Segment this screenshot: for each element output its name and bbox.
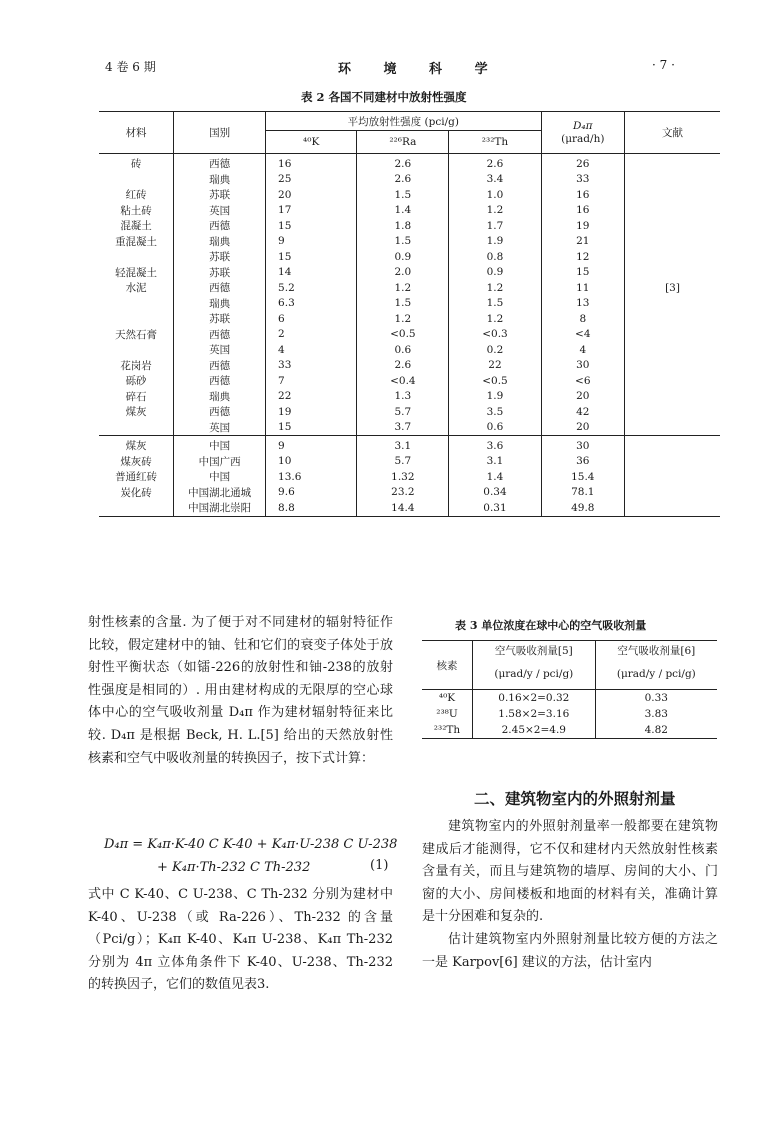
table2-caption: 表 2 各国不同建材中放射性强度 bbox=[301, 90, 467, 104]
table2-cell-m bbox=[99, 296, 174, 312]
table3-caption: 表 3 单位浓度在球中心的空气吸收剂量 bbox=[455, 619, 647, 632]
table2-cell-d: 16 bbox=[541, 187, 624, 203]
table2-cell-ra: 14.4 bbox=[357, 500, 449, 516]
table2-cell-k: 5.2 bbox=[266, 280, 357, 296]
table2-row bbox=[99, 218, 720, 234]
table2-cell-k: 13.6 bbox=[266, 469, 357, 485]
table2-cell-m: 粘土砖 bbox=[120, 204, 152, 217]
table2-row bbox=[99, 172, 720, 188]
table2-cell-th: 0.34 bbox=[449, 485, 541, 501]
table2-cell-th: 1.2 bbox=[449, 280, 541, 296]
table2-cell-c: 瑞典 bbox=[174, 172, 266, 188]
table2-cell-th: 1.4 bbox=[449, 469, 541, 485]
table2-cell-ref bbox=[625, 389, 720, 405]
table2-cell-ref bbox=[625, 342, 720, 358]
table2-cell-ra: 23.2 bbox=[357, 485, 449, 501]
table2-cell-m: 混凝土 bbox=[120, 220, 152, 233]
right-paragraph-1: 建筑物室内的外照射剂量率一般都要在建筑物建成后才能测得，它不仅和建材内天然放射性核素含量有关，而且与建筑物的墙厚、房间的大小、门窗的大小、房间楼板和地面的材料有关，准确计算是十分困难和复杂的. bbox=[422, 819, 718, 925]
table2-cell-th: <0.5 bbox=[449, 373, 541, 389]
table2-cell-ref bbox=[625, 420, 720, 436]
table2-cell-k: 25 bbox=[266, 172, 357, 188]
table2-row bbox=[99, 187, 720, 203]
table2-row bbox=[99, 203, 720, 219]
table2-cell-th: 0.8 bbox=[449, 249, 541, 265]
table2-cell-ref bbox=[625, 218, 720, 234]
table2-cell-m: 普通红砖 bbox=[115, 471, 158, 484]
table2-cell-k: 15 bbox=[266, 218, 357, 234]
table2-cell-ra: 2.6 bbox=[357, 358, 449, 374]
table2-cell-ref bbox=[625, 404, 720, 420]
table2-cell-d: 16 bbox=[541, 203, 624, 219]
table2-cell-th: <0.3 bbox=[449, 327, 541, 343]
table2-cell-k: 9.6 bbox=[266, 485, 357, 501]
table2-cell-m bbox=[99, 172, 174, 188]
right-paragraph-2: 估计建筑物室内外照射剂量比较方便的方法之一是 Karpov[6] 建议的方法，估计室内 bbox=[422, 932, 718, 970]
table2-cell-k: 17 bbox=[266, 203, 357, 219]
table2-cell-ref bbox=[625, 327, 720, 343]
col-avg: 平均放射性强度 (pci/g) bbox=[266, 112, 542, 131]
t3-unit-a: (μrad/y / pci/g) bbox=[473, 659, 596, 690]
table2-cell-c: 西德 bbox=[174, 280, 266, 296]
formula-number: (1) bbox=[370, 858, 389, 873]
table2-cell-ref: [3] bbox=[625, 280, 720, 296]
table2-cell-k: 22 bbox=[266, 389, 357, 405]
table2-cell-m: 重混凝土 bbox=[115, 235, 158, 248]
table2-row bbox=[99, 342, 720, 358]
table2-cell-d: 15 bbox=[541, 265, 624, 281]
table2-cell-ra: 1.3 bbox=[357, 389, 449, 405]
table2-cell-th: 0.31 bbox=[449, 500, 541, 516]
table2-cell-c: 西德 bbox=[174, 327, 266, 343]
table2-cell-k: 19 bbox=[266, 404, 357, 420]
table3-cell-a: 2.45×2=4.9 bbox=[473, 722, 596, 739]
table2-cell-c: 苏联 bbox=[174, 265, 266, 281]
table3-row bbox=[422, 690, 717, 707]
table2-cell-k: 15 bbox=[266, 249, 357, 265]
table2-cell-d: 8 bbox=[541, 311, 624, 327]
table2-cell-k: 9 bbox=[266, 234, 357, 250]
t3-col-a: 空气吸收剂量[5] bbox=[473, 641, 596, 660]
table3-cell-b: 3.83 bbox=[595, 706, 717, 722]
table2-cell-ra: 2.0 bbox=[357, 265, 449, 281]
table2-cell-d: 11 bbox=[541, 280, 624, 296]
table2-cell-ra: 1.5 bbox=[357, 187, 449, 203]
table2-cell-th: 1.9 bbox=[449, 389, 541, 405]
table2-cell-th: 0.9 bbox=[449, 265, 541, 281]
col-material: 材料 bbox=[99, 112, 174, 154]
table2-cell-d: 49.8 bbox=[541, 500, 624, 516]
table2-cell-d: 33 bbox=[541, 172, 624, 188]
table2-cell-d: 20 bbox=[541, 389, 624, 405]
table2-cell-th: 3.4 bbox=[449, 172, 541, 188]
table2-cell-ref bbox=[625, 154, 720, 172]
table2-cell-k: 7 bbox=[266, 373, 357, 389]
formula-line-1 bbox=[104, 837, 397, 852]
table2-row bbox=[99, 358, 720, 374]
table2-cell-k: 2 bbox=[266, 327, 357, 343]
table2-row bbox=[99, 469, 720, 485]
table2-row bbox=[99, 436, 720, 454]
formula-line2-text: + K₄π·Th-232 C Th-232 bbox=[157, 860, 311, 875]
table2-cell-k: 15 bbox=[266, 420, 357, 436]
table2-row bbox=[99, 454, 720, 470]
table2-cell-c: 瑞典 bbox=[174, 234, 266, 250]
table2-row bbox=[99, 296, 720, 312]
table2-cell-ref bbox=[625, 296, 720, 312]
table2-cell-m: 煤灰 bbox=[125, 406, 147, 419]
table3-cell-n: ⁴⁰K bbox=[438, 692, 456, 704]
table2-cell-c: 英国 bbox=[174, 420, 266, 436]
table2-cell-k: 9 bbox=[266, 436, 357, 454]
table2-cell-ref bbox=[625, 469, 720, 485]
table2-row bbox=[99, 265, 720, 281]
table2-row bbox=[99, 500, 720, 516]
table2-cell-ra: 1.5 bbox=[357, 296, 449, 312]
table2-cell-m bbox=[99, 500, 174, 516]
table2-cell-c: 英国 bbox=[174, 342, 266, 358]
table2-row bbox=[99, 280, 720, 296]
table2-cell-ref bbox=[625, 172, 720, 188]
table2-cell-ref bbox=[625, 265, 720, 281]
table2-cell-d: 21 bbox=[541, 234, 624, 250]
table2-row bbox=[99, 249, 720, 265]
table2-cell-c: 苏联 bbox=[174, 187, 266, 203]
table2-cell-ref bbox=[625, 358, 720, 374]
table2-cell-ref bbox=[625, 436, 720, 454]
table2-cell-ra: 5.7 bbox=[357, 404, 449, 420]
table2-cell-c: 中国湖北崇阳 bbox=[174, 500, 266, 516]
table2-row bbox=[99, 327, 720, 343]
table2-cell-m: 砖 bbox=[130, 158, 142, 171]
table2-cell-c: 中国 bbox=[174, 469, 266, 485]
table2-row bbox=[99, 234, 720, 250]
col-d bbox=[541, 112, 624, 154]
table2-row bbox=[99, 389, 720, 405]
table2-row bbox=[99, 154, 720, 172]
table3-cell-b: 4.82 bbox=[595, 722, 717, 739]
table2-cell-ra: 1.2 bbox=[357, 280, 449, 296]
table2-row bbox=[99, 485, 720, 501]
table2-row bbox=[99, 420, 720, 436]
table2-cell-ra: 1.5 bbox=[357, 234, 449, 250]
table2-cell-d: 78.1 bbox=[541, 485, 624, 501]
table2-cell-d: 19 bbox=[541, 218, 624, 234]
header-volume: 4 卷 6 期 bbox=[105, 60, 156, 74]
table2-cell-th: 0.2 bbox=[449, 342, 541, 358]
table2-cell-c: 西德 bbox=[174, 154, 266, 172]
table2-cell-m: 砾砂 bbox=[125, 375, 147, 388]
table2-cell-ra: 1.8 bbox=[357, 218, 449, 234]
table2-cell-ra: 1.2 bbox=[357, 311, 449, 327]
table2-cell-m: 煤灰砖 bbox=[120, 455, 152, 468]
table2-cell-ra: 3.7 bbox=[357, 420, 449, 436]
table2-cell-k: 6.3 bbox=[266, 296, 357, 312]
table2-cell-th: 0.6 bbox=[449, 420, 541, 436]
table2-cell-d: 36 bbox=[541, 454, 624, 470]
table2-cell-d: 12 bbox=[541, 249, 624, 265]
table2-cell-k: 14 bbox=[266, 265, 357, 281]
table2-cell-ref bbox=[625, 234, 720, 250]
table2-cell-d: 4 bbox=[541, 342, 624, 358]
table2-cell-ref bbox=[625, 249, 720, 265]
table2-cell-ra: 0.9 bbox=[357, 249, 449, 265]
table2-cell-m: 煤灰 bbox=[99, 436, 174, 454]
left-paragraph-2: 式中 C K-40、C U-238、C Th-232 分别为建材中 K-40、U-238（或 Ra-226）、Th-232 的含量（Pci/g）；K₄π K-40、K₄π U-238、K₄π Th-232 分别为 4π 立体角条件下 K-40、U-238、Th-232 的转换因子，它们的数值见表3. bbox=[88, 887, 393, 993]
table2-cell-k: 33 bbox=[266, 358, 357, 374]
table3-cell-a: 0.16×2=0.32 bbox=[473, 690, 596, 707]
header-journal: 环 境 科 学 bbox=[338, 62, 502, 77]
table3-cell-a: 1.58×2=3.16 bbox=[473, 706, 596, 722]
table2-cell-d: 26 bbox=[541, 154, 624, 172]
table2-cell-m: 水泥 bbox=[125, 282, 147, 295]
table2-cell-ra: 2.6 bbox=[357, 172, 449, 188]
table2-cell-ref bbox=[625, 454, 720, 470]
header-page: · 7 · bbox=[652, 58, 675, 72]
col-ref: 文献 bbox=[625, 112, 720, 154]
table2-cell-m: 轻混凝土 bbox=[115, 266, 158, 279]
table2-cell-d: <6 bbox=[541, 373, 624, 389]
table2-cell-m bbox=[99, 311, 174, 327]
table2-cell-m: 碎石 bbox=[125, 390, 147, 403]
t3-unit-b: (μrad/y / pci/g) bbox=[595, 659, 717, 690]
table2-row bbox=[99, 373, 720, 389]
table2-cell-k: 6 bbox=[266, 311, 357, 327]
table3-cell-n: ²³⁸U bbox=[436, 708, 458, 720]
table3-cell-b: 0.33 bbox=[595, 690, 717, 707]
table2-cell-d: 42 bbox=[541, 404, 624, 420]
formula-line-2 bbox=[157, 860, 310, 875]
table2-cell-c: 中国 bbox=[174, 436, 266, 454]
table2-cell-c: 中国湖北通城 bbox=[174, 485, 266, 501]
formula-line1-text: D₄π = K₄π·K-40 C K-40 + K₄π·U-238 C U-238 bbox=[104, 837, 398, 852]
table2-cell-ref bbox=[625, 373, 720, 389]
table3-row bbox=[422, 722, 717, 739]
table2-cell-c: 瑞典 bbox=[174, 389, 266, 405]
table2-cell-th: 1.7 bbox=[449, 218, 541, 234]
table2-cell-c: 西德 bbox=[174, 218, 266, 234]
table2-cell-th: 3.5 bbox=[449, 404, 541, 420]
t3-col-b: 空气吸收剂量[6] bbox=[595, 641, 717, 660]
table2-cell-m: 天然石膏 bbox=[115, 328, 158, 341]
table2-cell-ra: 1.4 bbox=[357, 203, 449, 219]
table3-row bbox=[422, 706, 717, 722]
table2-cell-c: 英国 bbox=[174, 203, 266, 219]
table2-cell-ref bbox=[625, 203, 720, 219]
table2-cell-m: 红砖 bbox=[125, 189, 147, 202]
col-d-symbol: D₄π bbox=[573, 119, 593, 132]
table2-cell-c: 中国广西 bbox=[174, 454, 266, 470]
table2-cell-c: 苏联 bbox=[174, 249, 266, 265]
table2-cell-th: 22 bbox=[449, 358, 541, 374]
table2-cell-d: 30 bbox=[541, 358, 624, 374]
table2-cell-ra: <0.5 bbox=[357, 327, 449, 343]
table3 bbox=[422, 640, 717, 739]
table2-cell-ra: 2.6 bbox=[357, 154, 449, 172]
table2-cell-m bbox=[99, 249, 174, 265]
table2-cell-th: 1.2 bbox=[449, 311, 541, 327]
table2-cell-th: 3.6 bbox=[449, 436, 541, 454]
table2-cell-c: 西德 bbox=[174, 404, 266, 420]
table2-cell-th: 3.1 bbox=[449, 454, 541, 470]
table2-cell-m: 炭化砖 bbox=[120, 486, 152, 499]
table3-cell-n: ²³²Th bbox=[433, 724, 461, 736]
table2-cell-ra: 1.32 bbox=[357, 469, 449, 485]
section-heading: 二、建筑物室内的外照射剂量 bbox=[474, 790, 676, 808]
table2-cell-m bbox=[99, 342, 174, 358]
table2-cell-ra: 3.1 bbox=[357, 436, 449, 454]
table2-cell-c: 瑞典 bbox=[174, 296, 266, 312]
table2-cell-th: 2.6 bbox=[449, 154, 541, 172]
table2-cell-ref bbox=[625, 500, 720, 516]
table2-row bbox=[99, 404, 720, 420]
t3-col-nuclide: 核素 bbox=[422, 641, 473, 690]
table2-cell-ra: 5.7 bbox=[357, 454, 449, 470]
table2-cell-c: 苏联 bbox=[174, 311, 266, 327]
table2-cell-th: 1.5 bbox=[449, 296, 541, 312]
table2-cell-d: 15.4 bbox=[541, 469, 624, 485]
table2-cell-d: 30 bbox=[541, 436, 624, 454]
left-paragraph-1: 射性核素的含量. 为了便于对不同建材的辐射特征作比较，假定建材中的铀、钍和它们的衰变子体处于放射性平衡状态（如镭-226的放射性和铀-238的放射性强度是相同的）. 用由建材构成的无限厚的空心球体中心的空气吸收剂量 D₄π 作为建材辐射特征来比较. D₄π 是根据 Beck, H. L.[5] 给出的天然放射性核素和空气中吸收剂量的转换因子，按下式计算： bbox=[88, 615, 393, 766]
table2-cell-ra: <0.4 bbox=[357, 373, 449, 389]
table2-cell-k: 20 bbox=[266, 187, 357, 203]
table2-cell-ra: 0.6 bbox=[357, 342, 449, 358]
table2-cell-ref bbox=[625, 485, 720, 501]
table2-cell-d: <4 bbox=[541, 327, 624, 343]
table2-cell-k: 10 bbox=[266, 454, 357, 470]
table2-cell-th: 1.2 bbox=[449, 203, 541, 219]
table2-cell-c: 西德 bbox=[174, 373, 266, 389]
table2-cell-m bbox=[99, 420, 174, 436]
col-th: ²³²Th bbox=[449, 131, 541, 154]
col-country: 国别 bbox=[174, 112, 266, 154]
table2-cell-d: 20 bbox=[541, 420, 624, 436]
table2-cell-k: 8.8 bbox=[266, 500, 357, 516]
table2 bbox=[99, 111, 720, 517]
table2-cell-th: 1.0 bbox=[449, 187, 541, 203]
table2-cell-m: 花岗岩 bbox=[120, 359, 152, 372]
col-d-unit: (μrad/h) bbox=[561, 132, 605, 145]
table2-cell-th: 1.9 bbox=[449, 234, 541, 250]
table2-cell-c: 西德 bbox=[174, 358, 266, 374]
col-ra: ²²⁶Ra bbox=[357, 131, 449, 154]
table2-cell-d: 13 bbox=[541, 296, 624, 312]
col-k: ⁴⁰K bbox=[266, 131, 357, 154]
table2-cell-ref bbox=[625, 187, 720, 203]
table2-cell-ref bbox=[625, 311, 720, 327]
table2-cell-k: 4 bbox=[266, 342, 357, 358]
table2-row bbox=[99, 311, 720, 327]
table2-cell-k: 16 bbox=[266, 154, 357, 172]
